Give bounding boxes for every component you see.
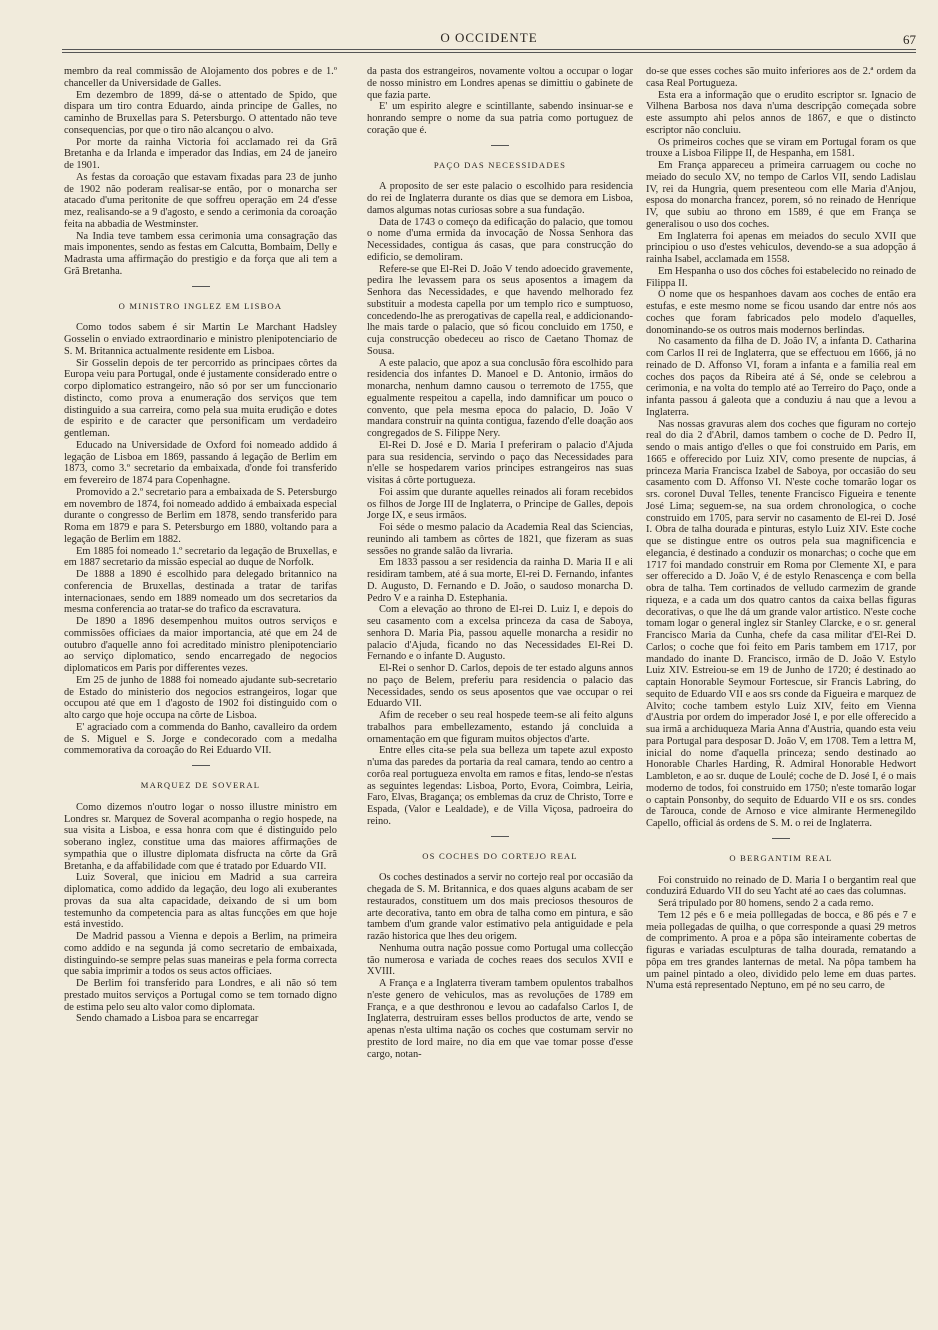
paragraph: Nenhuma outra nação possue como Portugal uma collecção tão numerosa e variada de coches reaes dos seculos XVII e XVIII. [367, 942, 633, 978]
paragraph: Em França appareceu a primeira carruagem ou coche no meiado do seculo XV, no tempo de Carlos VII, sendo Ladislau IV, rei da Hungria, quem presenteou com elle Maria d'Anjou, esposa do monarcha francez, porem, só no reinado de Henrique IV, que subiu ao throno em 1589, é que em França se generalisou o uso dos coches. [646, 160, 916, 230]
paragraph: Foi assim que durante aquelles reinados ali foram recebidos os filhos de Jorge III de Inglaterra, o Principe de Galles, depois Jorge IX, e seus irmãos. [367, 486, 633, 522]
paragraph: Luiz Soveral, que iniciou em Madrid a sua carreira diplomatica, como addido da legação, deu logo ali exuberantes provas da sua alta capacidade, deixando de si um bom testemunho da competencia para as altas funcções em que hoje está investido. [64, 872, 337, 931]
paragraph: O nome que os hespanhoes davam aos coches de então era estufas, e este mesmo nome se ficou usando dar entre nós aos coches que foram fabricados pelo modelo d'aquelles, donominando-se os outros mais modernos berlindas. [646, 289, 916, 336]
paragraph: Promovido a 2.º secretario para a embaixada de S. Petersburgo em novembro de 1874, foi nomeado addido á embaixada especial durante o congresso de Berlim em 1878, sendo transferido para Roma em 1879 e para S. Petersburgo em 1880, voltando para a legação de Berlim em 1882. [64, 486, 337, 545]
page-header [62, 28, 916, 50]
page-number: 67 [903, 32, 916, 47]
paragraph: Foi construido no reinado de D. Maria I o bergantim real que conduzirá Eduardo VII do seu Yacht até ao caes das columnas. [646, 874, 916, 898]
section-heading: MARQUEZ DE SOVERAL [140, 780, 261, 790]
paragraph: De 1890 a 1896 desempenhou muitos outros serviços e commissões officiaes da maior importancia, até que em 24 de outubro d'aquelle anno foi acreditado ministro plenipotenciario ao serviço diplomatico, sendo encarregado de negocios diplomaticos em Paris por differentes vezes. [64, 616, 337, 674]
paragraph: E' agraciado com a commenda do Banho, cavalleiro da ordem de S. Miguel e S. Jorge e condecorado com a medalha commemorativa da coroação do Rei Eduardo VII. [64, 721, 337, 757]
paragraph: Foi séde o mesmo palacio da Academia Real das Sciencias, reunindo ali tambem as côrtes de 1821, que fizeram as suas sessões no grande salão da livraria. [367, 522, 633, 557]
paragraph: do-se que esses coches são muito inferiores aos de 2.ª ordem da casa Real Portugueza. [646, 66, 916, 89]
paragraph: Nas nossas gravuras alem dos coches que figuram no cortejo real do dia 2 d'Abril, damos tambem o coche de D. Pedro II, sendo o mais antigo d'elles o que foi construido em Paris, em 1665 e offerecido por Luiz XIV, como presente de nupcias, á princeza Maria Francisca Izabel de Saboya, por occasião do seu casamento com D. Affonso VI. N'este coche tomarão logar os srs. coronel Duval Telles, tenente Francisco Figueira e tenente José Lima; seguem-se, na sua ordem chronologica, o coche construido em 1705, para servir no casamento de El-rei D. José I. Obra de talha dourada e pinturas, estylo Luiz XIV. Este coche que se distingue entre os outros pela sua magnificencia e elegancia, é destinado a conduzir os monarchas; o coche que em 1717 foi mandado construir em Roma por Clemente XI, e para ser offerecido a D. João V, é de estylo Renascença e com bella obra de talha. Tem cortinados de velludo carmezim de grande riqueza, e a cada um dos quatro cantos da caixa bellas figuras decorativas, o que lhe dá um grande valor artistico. N'este coche tomam logar o general inglez sir Stanley Clarcke, e o sr. general Francisco Maria da Cunha, chefe da casa militar d'El-Rei D. Carlos; o coche que foi feito em Paris tambem em 1717, por mandado do inante D. Francisco, irmão de D. João V. Estylo Luiz XIV. Estreiou-se em 19 de Junho de 1720; é destinado ao captain Honorable Seymour Fortescue, sir Francis Labring, do sequito de Eduardo VII e aos srs conde da Figueira e marquez de Alvito; coche tambem estylo Luiz XIV, feito em Vienna d'Austria por ordem do imperador José I, e por elle offerecido a sua irmã a archiduqueza Maria Anna d'Austria, quando esta veiu para Portugal para desposar D. João V, em 1708. Tem a lettra M, inicial do nome d'aquella princeza; sendo destinado ao Honorable Charles Harding, R. Admiral Honorable Hedwort Lambleton, e ao sr. duque de Loulé; coche de D. José I, é o mais moderno de todos, foi construido em 1750; n'este tomarão logar o captain Ponsonby, do sequito de Eduardo VII e os srs. condes de Tarouca, conde de Arnoso e vice almirante Hermenegildo Capello, official ás ordens de S. M. o rei de Inglaterra. [646, 418, 916, 829]
paragraph: A França e a Inglaterra tiveram tambem opulentos trabalhos n'este genero de vehiculos, mas as revoluções de 1789 em França, e a que desthronou e levou ao cadafalso Carlos I, de Inglaterra, destruiram esses bellos productos de arte, vendo se apenas n'esta ultima nação os coches que costumam servir no prestito de lord maire, no dia em que vae tomar posse d'esse cargo, notan- [367, 978, 633, 1060]
paragraph: Em 25 de junho de 1888 foi nomeado ajudante sub-secretario de Estado do ministerio dos negocios estrangeiros, logar que occupou até que em 1 d'agosto de 1902 foi distinguido com o alto cargo que hoje occupa na côrte de Lisboa. [64, 674, 337, 721]
column-3 [646, 66, 916, 992]
paragraph: Os coches destinados a servir no cortejo real por occasião da chegada de S. M. Britannica, e dos quaes alguns acabam de ser restaurados, constituem um dos mais preciosos thesouros de arte decorativa, tanto em obra de talha como em pintura, e são tambem d'um grande valor estimativo pela antiguidade e pela razão historica que lhes deu origem. [367, 872, 633, 942]
paragraph: da pasta dos estrangeiros, novamente voltou a occupar o logar de nosso ministro em Londres apenas se dimittiu o gabinete de que fazia parte. [367, 66, 633, 101]
paragraph: El-Rei o senhor D. Carlos, depois de ter estado alguns annos no paço de Belem, preferiu para residencia o palacio das Necessidades, sendo os seus aposentos que vae occupar o rei Eduardo VII. [367, 663, 633, 710]
paragraph: A este palacio, que apoz a sua conclusão fôra escolhido para residencia dos infantes D. Manoel e D. Antonio, irmãos do monarcha, nenhum damno causou o terremoto de 1755, que egualmente respeitou a capella, indo damnificar um pouco o convento, que pela mesma epoca do palacio, D. João V mandara construir na quinta contigua, fazendo d'elle doação aos congregados de S. Filippe Nery. [367, 357, 633, 439]
section-divider [192, 765, 210, 766]
section-heading: O MINISTRO INGLEZ EM LISBOA [118, 300, 283, 311]
section-heading: O BERGANTIM REAL [729, 852, 833, 863]
paragraph: Os primeiros coches que se viram em Portugal foram os que trouxe a Lisboa Filippe II, de Hespanha, em 1581. [646, 136, 916, 160]
paragraph: A proposito de ser este palacio o escolhido para residencia do rei de Inglaterra durante os dias que se demora em Lisboa, damos algumas notas curiosas sobre a sua fundação. [367, 181, 633, 216]
paragraph: Em 1885 foi nomeado 1.º secretario da legação de Bruxellas, e em 1887 secretario da missão especial ao duque de Norfolk. [64, 545, 337, 569]
paragraph: Por morte da rainha Victoria foi acclamado rei da Grã Bretanha e da Irlanda e imperador das Indias, em 24 de janeiro de 1901. [64, 136, 337, 171]
paragraph: As festas da coroação que estavam fixadas para 23 de junho de 1902 não poderam realisar-se então, por o monarcha ser atacado d'uma peritonite de que soffreu operação em 24 d'esse mez, realisando-se a 9 d'agosto, e sendo a cerimonia da coroação feita na abbadia de Westminster. [64, 171, 337, 230]
paragraph: Em Hespanha o uso dos côches foi estabelecido no reinado de Filippa II. [646, 265, 916, 289]
header-rule-top [62, 49, 916, 50]
paragraph: Sir Gosselin depois de ter percorrido as principaes côrtes da Europa veiu para Portugal, onde é justamente considerado entre o corpo diplomatico estrangeiro, não só por ser um funccionario distincto, como prova a enumeração dos serviços que tem distinguido a sua carreira, como pela sua muita erudição e dotes de espirito e de caracter que personificam um verdadeiro gentleman. [64, 357, 337, 439]
section-divider [491, 836, 509, 837]
section-divider [772, 838, 790, 839]
paragraph: De Madrid passou a Vienna e depois a Berlim, na primeira como addido e na segunda já como secretario de embaixada, distinguindo-se sempre pelas suas maneiras e pela forma correcta que sabia imprimir a todos os seus actos officiaes. [64, 931, 337, 978]
section-divider [491, 145, 509, 146]
header-rule-bottom [62, 52, 916, 53]
column-2 [367, 66, 633, 1060]
paragraph: Sendo chamado a Lisboa para se encarregar [76, 1013, 259, 1025]
paragraph: Será tripulado por 80 homens, sendo 2 a cada remo. [658, 898, 874, 909]
paragraph: Educado na Universidade de Oxford foi nomeado addido á legação de Lisboa em 1869, passando á legação de Berlim em 1873, como 3.º secretario da embaixada, d'onde foi transferido em fevereiro de 1874 para Copenhagne. [64, 439, 337, 486]
paragraph: membro da real commissão de Alojamento dos pobres e de 1.º chanceller da Universidade de Galles. [64, 66, 337, 89]
paragraph: Data de 1743 o começo da edificação do palacio, que tomou o nome d'uma ermida da invocação de Nossa Senhora das Necessidades, contigua ás casas, que para construcção do edificio, se demoliram. [367, 216, 633, 263]
section-heading: PAÇO DAS NECESSIDADES [433, 159, 567, 170]
paragraph: Como todos sabem é sir Martin Le Marchant Hadsley Gosselin o enviado extraordinario e ministro plenipotenciario de S. M. Britannica actualmente residente em Lisboa. [64, 322, 337, 357]
paragraph: No casamento da filha de D. João IV, a infanta D. Catharina com Carlos II rei de Inglaterra, que se effectuou em 1666, já no reinado de D. Affonso VI, foram a infanta e a familia real em coches dos paços da Ribeira até á Sé, onde se celebrou a cerimonia, e na volta do templo até ao Terreiro do Paço, onde a infanta passou á galeota que a conduziu á nau que a levou a Inglaterra. [646, 336, 916, 418]
paragraph: Esta era a informação que o erudito escriptor sr. Ignacio de Vilhena Barbosa nos dava n'uma descripção começada sobre este assumpto ahi pelos annos de 1867, e que o distincto escriptor não concluiu. [646, 89, 916, 136]
paragraph: Em dezembro de 1899, dá-se o attentado de Spido, que dispara um tiro contra Eduardo, ainda principe de Galles, no caminho de Bruxellas para S. Petersburgo. O attentado não teve consequencias, por que o tiro não alcançou o alvo. [64, 89, 337, 136]
paragraph: Entre elles cita-se pela sua belleza um tapete azul exposto n'uma das paredes da portaria da real camara, tendo ao centro a corôa real portugueza envolta em ramos e fitas, lendo-se n'estas as seguintes legendas: Lisboa, Porto, Evora, Coimbra, Leiria, Faro, Elvas, Bragança; os emblemas da cruz de Christo, Torre e Espada, (Valor e Lealdade), e de Villa Viçosa, padroeira do reino. [367, 745, 633, 827]
paragraph: Em Inglaterra foi apenas em meiados do seculo XVII que principiou o uso d'estes vehiculos, devendo-se a sua adopção á rainha Isabel, acclamada em 1558. [646, 230, 916, 265]
paragraph: Tem 12 pés e 6 e meia polllegadas de bocca, e 86 pés e 7 e meia pollegadas de quilha, o que corresponde a quasi 29 metros de comprimento. A proa e a pôpa são inteiramente cobertas de figuras e variadas esculpturas de talha dourada, rematando a pôpa em tres grandes lanternas de metal. Na pôpa tambem ha um painel pintado a oleo, dividido pelo leme em duas partes. N'uma está representado Neptuno, em pé no seu carro, de [646, 909, 916, 992]
column-1 [64, 66, 337, 1025]
paragraph: Na India teve tambem essa cerimonia uma consagração das mais imponentes, sendo as festas em Calcutta, Bombaim, Delly e Madrasta uma affirmação do prestigio e da força que ali tem a Grã Bretanha. [64, 230, 337, 277]
journal-title: O OCCIDENTE [440, 30, 538, 45]
paragraph: De 1888 a 1890 é escolhido para delegado britannico na conferencia de Bruxellas, destinada a tratar de tarifas internacionaes, sendo em 1889 nomeado um dos secretarios da mesma conferencia ao tratar-se do trafico da escravatura. [64, 569, 337, 616]
paragraph: Como dizemos n'outro logar o nosso illustre ministro em Londres sr. Marquez de Soveral acompanha o regio hospede, na sua visita a Lisboa, e essa honra com que é distinguido pelo soberano inglez, constitue uma das maiores affirmações de sympathia que o illustre diplomata disfructa na côrte da Grã Bretanha, e da affabilidade com que é tratado por Eduardo VII. [64, 801, 337, 872]
paragraph: Afim de receber o seu real hospede teem-se ali feito alguns trabalhos para embellezamento, estando já concluida a ornamentação em que figuram muitos objectos d'arte. [367, 710, 633, 745]
section-heading: OS COCHES DO CORTEJO REAL [422, 850, 578, 861]
paragraph: Com a elevação ao throno de El-rei D. Luiz I, e depois do seu casamento com a excelsa princeza da casa de Saboya, senhora D. Maria Pia, passou aquelle monarcha a residir no palacio d'Ajuda, ficando no das Necessidades El-Rei D. Fernando e o infante D. Augusto. [367, 604, 633, 663]
paragraph: E' um espirito alegre e scintillante, sabendo insinuar-se e honrando sempre o nome da sua patria como portuguez de coração que é. [367, 101, 633, 136]
section-divider [192, 286, 210, 287]
paragraph: Em 1833 passou a ser residencia da rainha D. Maria II e ali residiram tambem, até á sua morte, El-rei D. Fernando, infantes D. Augusto, D. Fernando e D. João, o saudoso monarcha D. Pedro V e a rainha D. Estephania. [367, 557, 633, 604]
paragraph: El-Rei D. José e D. Maria I preferiram o palacio d'Ajuda para sua residencia, servindo o paço das Necessidades para n'elle se hospedarem varios principes estrangeiros nas suas visitas á côrte portugueza. [367, 439, 633, 486]
paragraph: Refere-se que El-Rei D. João V tendo adoecido gravemente, pedira lhe levassem para os seus aposentos a imagem da Senhora das Necessidades, e que havendo melhorado fez substituir a modesta capella por um templo rico e sumptuoso, concedendo-lhe as prerogativas de capella real, e addicionando-lhe mais tarde o palacio, que só ficou concluido em 1750, e cuja construcção obedeceu ao risco de Caetano Thomaz de Sousa. [367, 263, 633, 357]
paragraph: De Berlim foi transferido para Londres, e ali não só tem prestado muitos serviços a Portugal como se tem tornado digno de estima pelo seu alto valor como diplomata. [64, 978, 337, 1013]
